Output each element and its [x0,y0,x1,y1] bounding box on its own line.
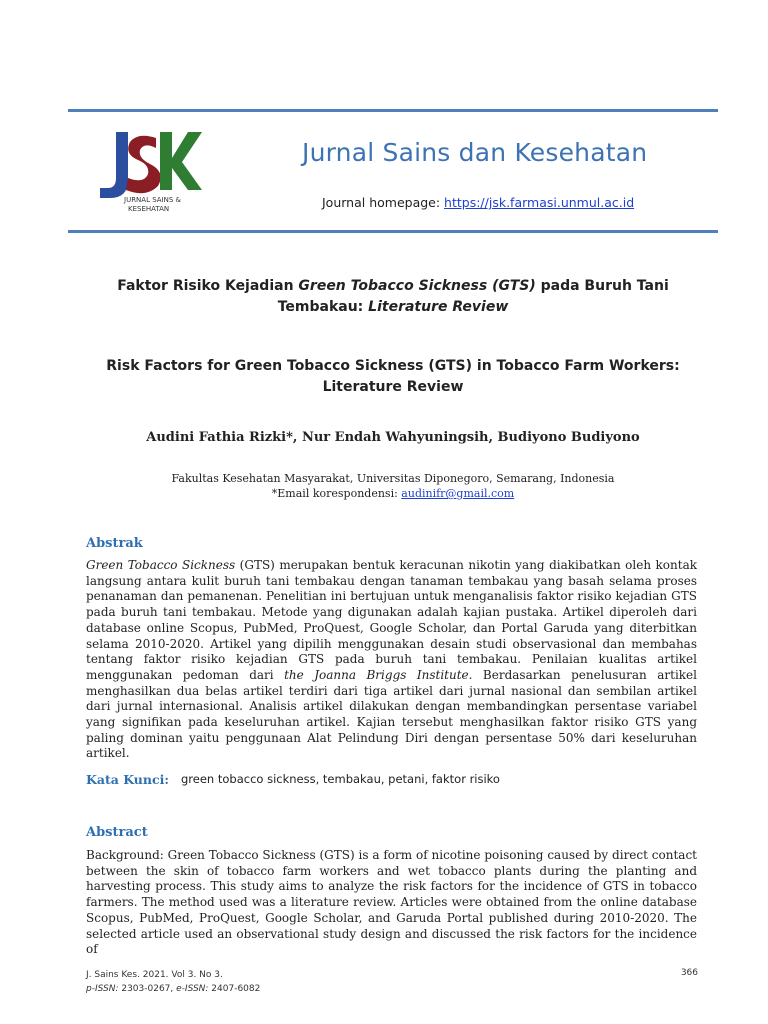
title-id-part4: Tembakau: [277,299,369,315]
affiliation: Fakultas Kesehatan Masyarakat, Universitas Diponegoro, Semarang, Indonesia [171,472,615,485]
abstrak-italic-mid: the Joanna Briggs Institute. [284,667,473,682]
abstrak-italic-start: Green Tobacco Sickness [86,558,236,572]
abstrak-text-1: (GTS) merupakan bentuk keracunan nikotin yang diakibatkan oleh kontak langsung antara kulit buruh tani tembakau dengan tanaman tembakau yang basah selama proses penanaman dan pemanenan. Penelitian ini bertujuan untuk menganalisis faktor risiko kejadian GTS pada buruh tani tembakau. Metode yang digunakan adalah kajian pustaka. Artikel diperoleh dari database online Scopus, PubMed, ProQuest, Google Scholar, dan Portal Garuda yang diterbitkan selama 2010-2020. Artikel yang dipilih menggunakan desain studi observasional dan membahas tentang faktor risiko kejadian GTS pada buruh tani tembakau. Penilaian kualitas artikel menggunakan pedoman dari [86,558,697,682]
eissn-label: e-ISSN: [176,984,209,994]
title-en-line2: Literature Review [322,379,464,395]
keywords-text: green tobacco sickness, tembakau, petani, faktor risiko [181,772,500,786]
abstract-heading: Abstract [86,825,148,840]
journal-homepage [322,195,634,210]
header-bottom-rule [68,230,718,233]
eissn: 2407-6082 [208,984,261,994]
pissn-label: p-ISSN: [86,984,119,994]
journal-logo [94,128,204,214]
abstract-text: Background: Green Tobacco Sickness (GTS) is a form of nicotine poisoning caused by direct contact between the skin of tobacco farm workers and wet tobacco plants during the planting and harvesting process. This study aims to analyze the risk factors for the incidence of GTS in tobacco farmers. The method used was a literature review. Articles were obtained from the online database Scopus, PubMed, ProQuest, Google Scholar, and Garuda Portal published during 2010-2020. The selected article used an observational study design and discussed the risk factors for the incidence of [86,848,697,957]
footer-citation: J. Sains Kes. 2021. Vol 3. No 3. [86,970,223,980]
authors: Audini Fathia Rizki*, Nur Endah Wahyuningsih, Budiyono Budiyono [146,430,640,445]
title-en-line1: Risk Factors for Green Tobacco Sickness (GTS) in Tobacco Farm Workers: [106,358,680,374]
footer-citation-block [86,968,260,996]
logo-subtitle-2: KESEHATAN [128,205,170,213]
keywords-label: Kata Kunci: [86,772,169,787]
title-id-part3: pada Buruh Tani [535,278,669,294]
affiliation-block [68,471,718,501]
footer-issn [86,982,260,996]
abstrak-text [86,558,697,762]
abstrak-text-2: Berdasarkan penelusuran artikel menghasilkan dua belas artikel terdiri dari tiga artikel dari jurnal nasional dan sembilan artikel dari jurnal internasional. Analisis artikel dilakukan dengan membandingkan persentase variabel yang signifikan pada keseluruhan artikel. Kajian tersebut menghasilkan faktor risiko GTS yang paling dominan yaitu penggunaan Alat Pelindung Diri dengan persentase 50% dari keseluruhan artikel. [86,667,697,761]
homepage-label: Journal homepage: [322,195,445,210]
pissn: 2303-0267, [118,984,177,994]
article-title-english [68,356,718,398]
email-label: *Email korespondensi: [271,487,402,500]
homepage-link[interactable]: https://jsk.farmasi.unmul.ac.id [444,195,635,210]
title-id-italic: Green Tobacco Sickness (GTS) [298,278,536,294]
email-line [68,486,718,501]
journal-title: Jurnal Sains dan Kesehatan [302,138,648,167]
page-number: 366 [680,968,698,978]
abstrak-heading: Abstrak [86,536,143,551]
title-id-part1: Faktor Risiko Kejadian [117,278,299,294]
logo-subtitle-1: JURNAL SAINS & [124,196,181,204]
email-link[interactable]: audinifr@gmail.com [401,487,515,500]
article-title-indonesian [68,276,718,318]
title-id-italic-2: Literature Review [368,299,509,315]
header-top-rule [68,109,718,112]
